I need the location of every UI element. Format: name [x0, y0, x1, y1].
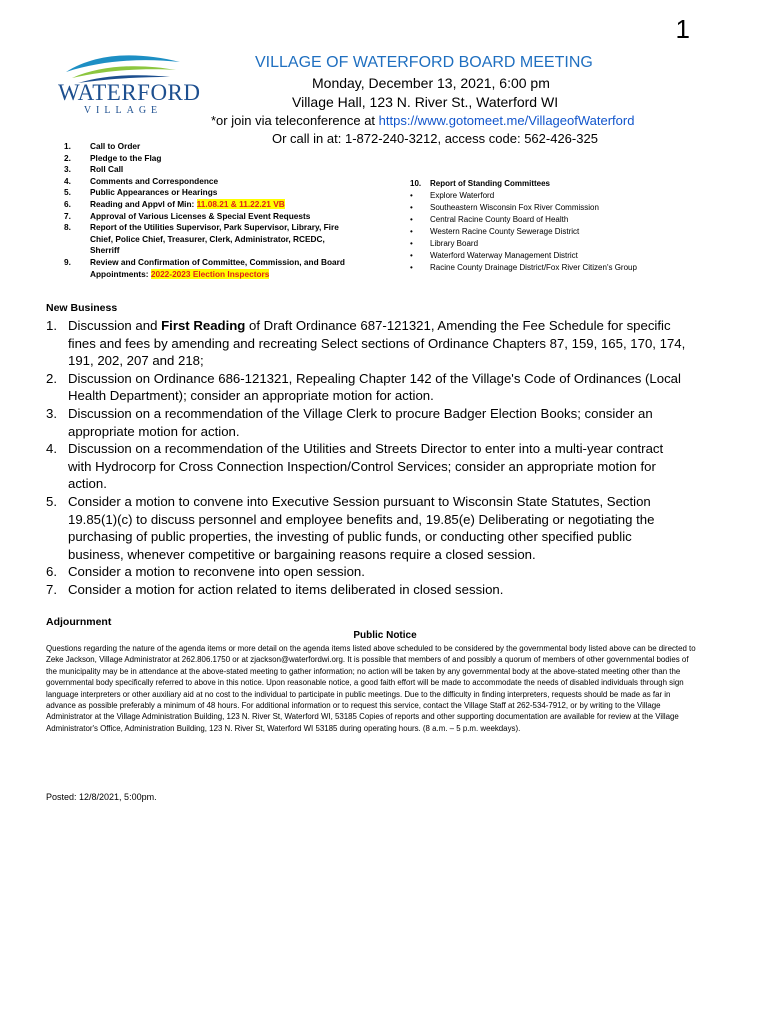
public-notice-title: Public Notice — [353, 630, 417, 641]
standing-committees-heading: 10. Report of Standing Committees — [410, 179, 551, 188]
committee-item: • Library Board — [410, 239, 479, 248]
highlighted-minutes: 11.08.21 & 11.22.21 VB — [196, 198, 285, 209]
logo-wordmark: WATERFORD — [58, 80, 201, 105]
business-item: 2. Discussion on Ordinance 686-121321, Repealing Chapter 142 of the Village's Code of Ordinances (Local Health Department); consider an appropriate motion for action. — [46, 370, 681, 404]
highlighted-appointments: 2022-2023 Election Inspectors — [150, 268, 270, 279]
meeting-location: Village Hall, 123 N. River St., Waterford WI — [292, 94, 559, 110]
committee-item: • Racine County Drainage District/Fox River Citizen's Group — [410, 263, 637, 272]
agenda-item: 6. Reading and Appvl of Min: 11.08.21 & 11.22.21 VB — [64, 198, 285, 209]
meeting-date: Monday, December 13, 2021, 6:00 pm — [312, 75, 550, 91]
bullet-icon: • — [410, 239, 413, 248]
bullet-icon: • — [410, 227, 413, 236]
agenda-item: 3. Roll Call — [64, 164, 124, 175]
adjournment-heading: Adjournment — [46, 616, 112, 628]
business-item: 6. Consider a motion to reconvene into open session. — [46, 564, 365, 580]
committee-item: • Western Racine County Sewerage District — [410, 227, 580, 236]
committee-item: • Southeastern Wisconsin Fox River Commission — [410, 203, 599, 212]
logo-subtitle: VILLAGE — [83, 105, 163, 116]
business-item: 4. Discussion on a recommendation of the Utilities and Streets Director to enter into a multi-year contract with Hydrocorp for Cross Connection Inspection/Control Services; consider an appropriate motion for action. — [46, 441, 664, 492]
teleconference-prefix: *or join via teleconference at — [211, 113, 379, 128]
agenda-item: 2. Pledge to the Flag — [64, 152, 162, 163]
new-business-list — [46, 317, 686, 599]
agenda-item: 9. Review and Confirmation of Committee, Commission, and Board Appointments: 2022-2023 Election Inspectors — [64, 256, 345, 279]
teleconference-link[interactable]: https://www.gotomeet.me/VillageofWaterford — [378, 113, 635, 128]
agenda-item: 5. Public Appearances or Hearings — [64, 187, 218, 198]
business-item: 3. Discussion on a recommendation of the Village Clerk to procure Badger Election Books; consider an appropriate motion for action. — [46, 405, 653, 439]
business-item: 7. Consider a motion for action related to items deliberated in closed session. — [46, 581, 504, 597]
agenda-list — [64, 141, 349, 280]
teleconference-line — [211, 113, 634, 128]
agenda-item: 1. Call to Order — [64, 141, 141, 151]
standing-committees — [410, 178, 710, 274]
agenda-item: 8. Report of the Utilities Supervisor, Park Supervisor, Library, Fire Chief, Police Chief, Treasurer, Clerk, Administrator, RCEDC, Sherriff — [64, 222, 339, 256]
committee-item: • Waterford Waterway Management District — [410, 251, 578, 260]
committee-item: • Explore Waterford — [410, 191, 495, 200]
bullet-icon: • — [410, 191, 413, 200]
page-number: 1 — [675, 14, 690, 44]
agenda-item: 7. Approval of Various Licenses & Special Event Requests — [64, 210, 311, 221]
call-in-line: Or call in at: 1-872-240-3212, access code: 562-426-325 — [272, 131, 598, 146]
public-notice-text: Questions regarding the nature of the agenda items or more detail on the agenda items listed above scheduled to be considered by the governmental body listed above can be directed to Zeke Jackson, Village Administrator at 262.806.1750 or at zjackson@waterfordwi.org. It is possible that members of and possibly a quorum of members of other governmental bodies of the municipality may be in attendance at the above-stated meeting to gather information; no action will be taken by any governmental body at the above-stated meeting other than the governmental body specifically referred to above in this notice. Upon reasonable notice, a good faith effort will be made to accommodate the needs of disabled individuals through sign language interpreters or other auxiliary aid at no cost to the individual to participate in public meetings. Due to the difficulty in finding interpreters, requests should be made as far in advance as possible preferably a minimum of 48 hours. For additional information or to request this service, contact the Village Staff at 262-534-7912, or by writing to the Village Administrator at the Village Administration Building, 123 N. River St, Waterford WI, 53185 Copies of reports and other supporting documentation are available for review at the Village Administrator's Office, Administration Building, 123 N. River St, Waterford WI 53185 during operating hours. (8 a.m. – 5 p.m. weekdays). — [46, 644, 696, 733]
agenda-item: 4. Comments and Correspondence — [64, 175, 219, 186]
bullet-icon: • — [410, 263, 413, 272]
bullet-icon: • — [410, 203, 413, 212]
posted-date: Posted: 12/8/2021, 5:00pm. — [46, 792, 157, 802]
business-item: 5. Consider a motion to convene into Executive Session pursuant to Wisconsin State Statutes, Section 19.85(1)(c) to discuss personnel and employee benefits and, 19.85(e) Deliberating or negotiating the purchasing of public properties, the investing of public funds, or conducting other specified public business, whenever competitive or bargaining reasons require a closed session. — [46, 493, 655, 562]
page-title: VILLAGE OF WATERFORD BOARD MEETING — [255, 54, 593, 71]
committee-item: • Central Racine County Board of Health — [410, 215, 569, 224]
bullet-icon: • — [410, 251, 413, 260]
business-item: 1. Discussion and First Reading of Draft Ordinance 687-121321, Amending the Fee Schedule for specific fines and fees by amending and recreating Select sections of Ordinance Chapters 87, 159, 165, 170, 174, 191, 202, 207 and 218; — [46, 318, 686, 369]
bullet-icon: • — [410, 215, 413, 224]
new-business-heading: New Business — [46, 302, 118, 314]
